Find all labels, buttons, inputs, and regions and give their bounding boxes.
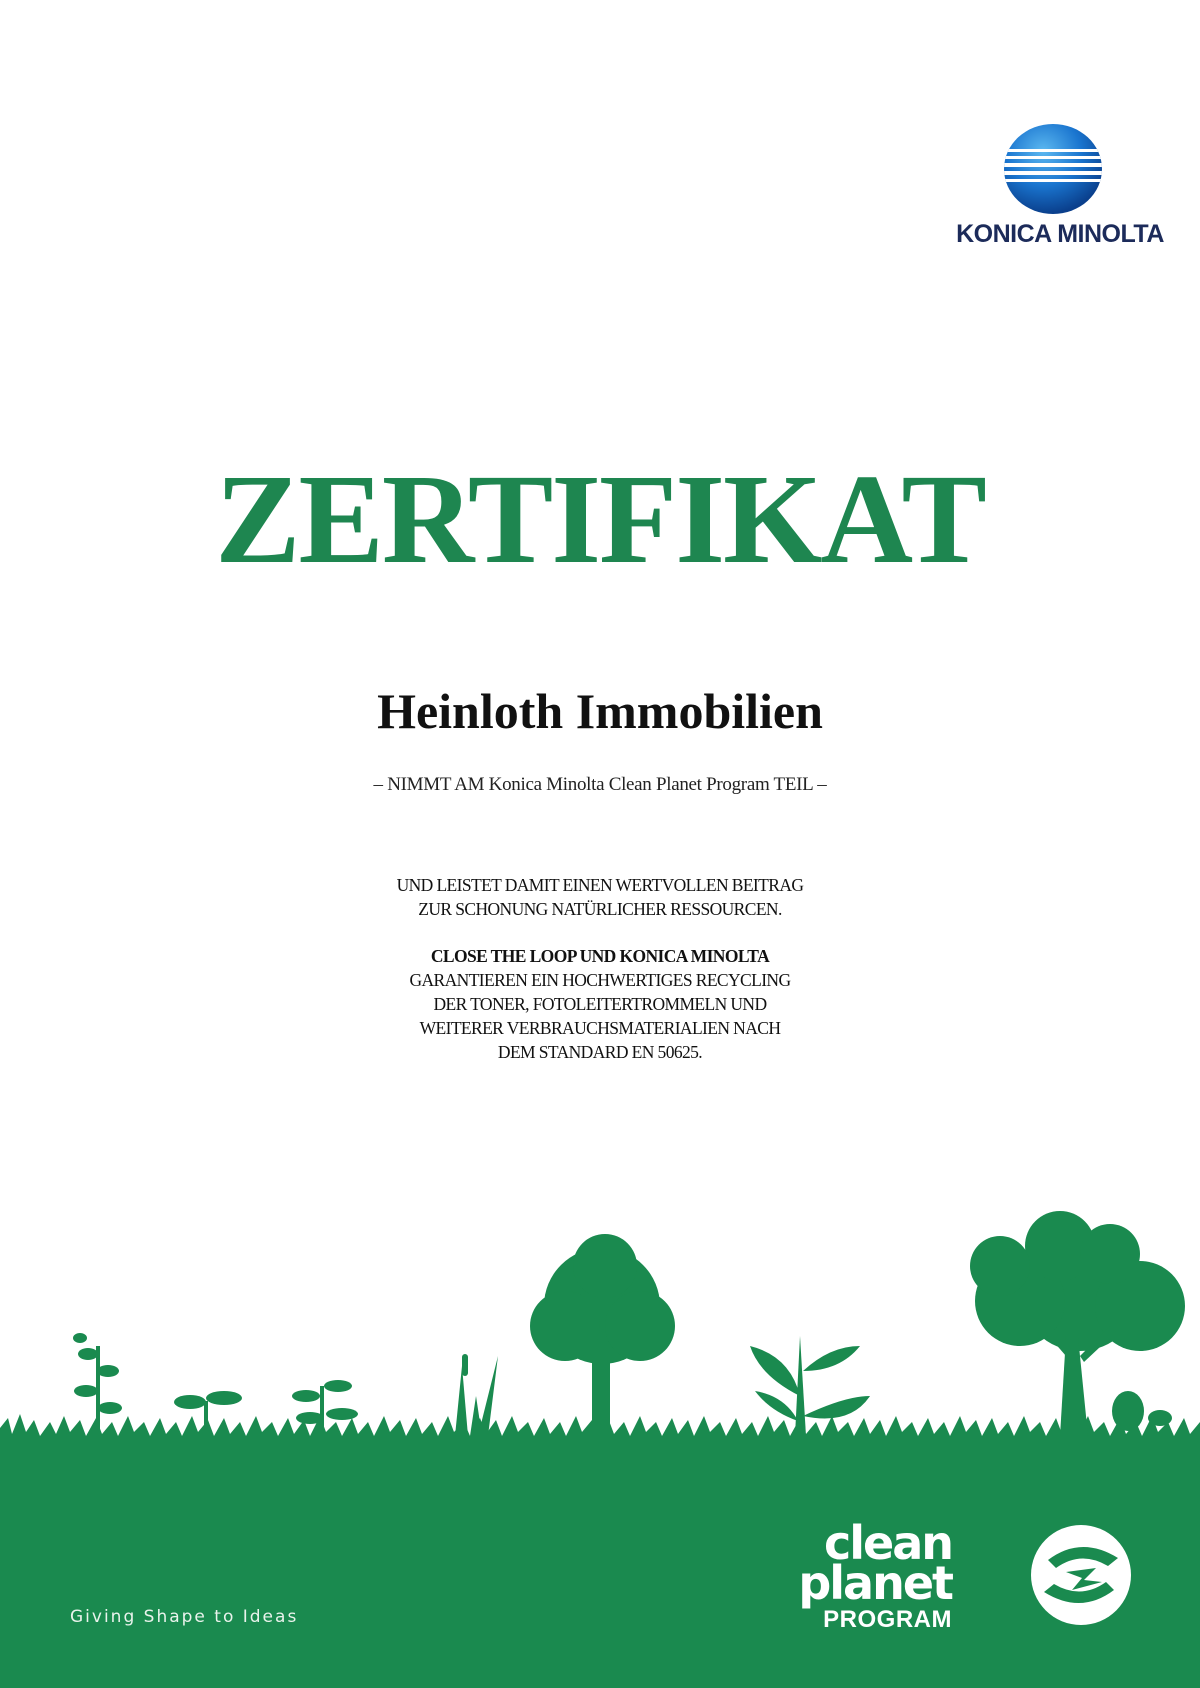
recycle-globe-icon <box>1026 1520 1136 1630</box>
certificate-title: ZERTIFIKAT <box>215 448 985 590</box>
brand-name: KONICA MINOLTA <box>956 220 1164 248</box>
statement-line: UND LEISTET DAMIT EINEN WERTVOLLEN BEITRAG <box>396 875 804 895</box>
guarantee-heading: CLOSE THE LOOP UND KONICA MINOLTA <box>430 946 770 966</box>
guarantee-line: DER TONER, FOTOLEITERTROMMELN UND <box>433 994 767 1014</box>
tagline: Giving Shape to Ideas <box>70 1607 299 1627</box>
clean-planet-word-planet: planet <box>798 1556 952 1610</box>
company-name: Heinloth Immobilien <box>377 683 823 739</box>
clean-planet-word-clean: clean <box>823 1516 952 1570</box>
participation-line: – NIMMT AM Konica Minolta Clean Planet Program TEIL – <box>373 774 827 795</box>
nature-silhouette <box>0 1196 1200 1446</box>
statement-block <box>0 873 1200 921</box>
clean-planet-word-program: PROGRAM <box>823 1606 952 1633</box>
guarantee-line: DEM STANDARD EN 50625. <box>497 1042 703 1062</box>
guarantee-line: GARANTIEREN EIN HOCHWERTIGES RECYCLING <box>409 970 791 990</box>
globe-icon <box>1003 122 1103 216</box>
guarantee-block <box>0 944 1200 1064</box>
statement-line: ZUR SCHONUNG NATÜRLICHER RESSOURCEN. <box>418 899 782 919</box>
konica-minolta-logo <box>945 122 1195 262</box>
clean-planet-logo <box>798 1516 1140 1636</box>
guarantee-line: WEITERER VERBRAUCHSMATERIALIEN NACH <box>419 1018 781 1038</box>
